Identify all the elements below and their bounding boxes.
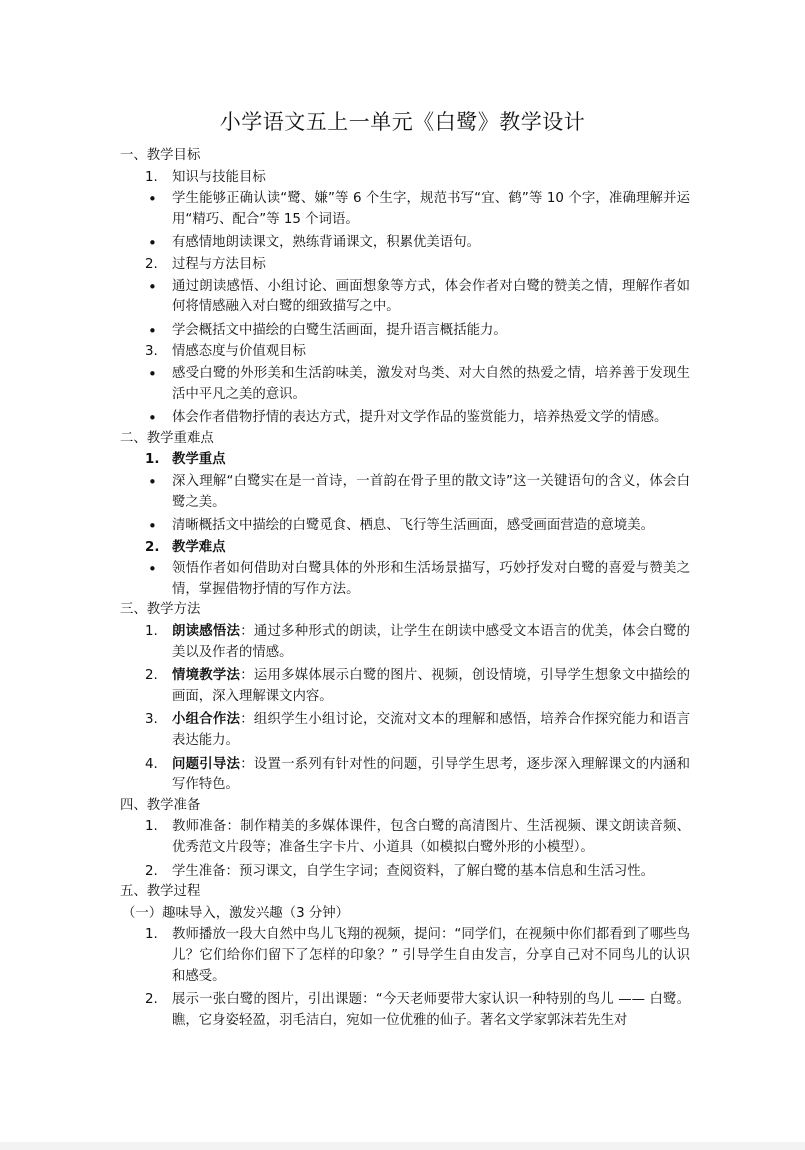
method-name: 问题引导法: [172, 756, 241, 772]
list-item-text: ：组织学生小组讨论，交流对文本的理解和感悟，培养合作探究能力和语言表达能力。: [172, 712, 691, 749]
bullet-icon: •: [148, 517, 157, 536]
list-number: 2.: [145, 668, 158, 684]
list-number: 4.: [145, 756, 158, 772]
numbered-item: [120, 342, 690, 363]
bullet-item: [120, 321, 690, 342]
list-item-text: 体会作者借物抒情的表达方式，提升对文学作品的鉴赏能力，培养热爱文学的情感。: [172, 410, 668, 426]
numbered-item: [120, 168, 690, 189]
section-heading-objectives: 一、教学目标: [120, 148, 201, 163]
numbered-item: [120, 255, 690, 276]
bullet-icon: •: [148, 364, 157, 383]
list-item-text: 教师准备：制作精美的多媒体课件，包含白鹭的高清图片、生活视频、课文朗读音频、优秀范文片段等；准备生字卡片、小道具（如模拟白鹭外形的小模型）。: [172, 819, 690, 855]
document-title: 小学语文五上一单元《白鹭》教学设计: [219, 110, 586, 134]
list-number: 2.: [145, 992, 158, 1008]
bullet-item: [120, 189, 690, 230]
bullet-item: [120, 559, 690, 600]
numbered-item: [120, 666, 690, 707]
bullet-item: [120, 472, 690, 513]
bullet-icon: •: [148, 190, 157, 209]
list-number: 1.: [145, 624, 158, 640]
list-item-text: ：设置一系列有针对性的问题，引导学生思考，逐步深入理解课文的内涵和写作特色。: [172, 756, 691, 793]
section-heading-key-points: 二、教学重难点: [120, 430, 214, 446]
list-number: 2.: [145, 863, 158, 879]
list-item-text: 教学重点: [172, 452, 226, 468]
bullet-icon: •: [148, 234, 157, 253]
list-item-text: ：通过多种形式的朗读，让学生在朗读中感受文本语言的优美，体会白鹭的美以及作者的情感。: [172, 624, 691, 660]
bullet-item: [120, 516, 690, 537]
list-item-text: 学生准备：预习课文，自学生字词；查阅资料，了解白鹭的基本信息和生活习性。: [172, 863, 655, 879]
bullet-icon: •: [148, 277, 157, 296]
list-item-text: 情感态度与价值观目标: [172, 344, 306, 360]
bullet-item: [120, 233, 690, 254]
bullet-item: [120, 408, 690, 429]
method-name: 朗读感悟法: [172, 624, 241, 640]
numbered-item: [120, 862, 690, 883]
list-number: 1.: [145, 452, 160, 468]
list-number: 2.: [145, 539, 160, 555]
list-item-text: 学生能够正确认读“鹭、嫌”等 6 个生字，规范书写“宜、鹤”等 10 个字，准确理解并运用“精巧、配合”等 15 个词语。: [172, 191, 690, 227]
numbered-item: [120, 450, 690, 471]
section-heading-methods: 三、教学方法: [120, 602, 201, 618]
list-item-text: 感受白鹭的外形美和生活韵味美，激发对鸟类、对大自然的热爱之情，培养善于发现生活中平凡之美的意识。: [172, 365, 690, 402]
list-item-text: 过程与方法目标: [172, 256, 266, 272]
list-number: 3.: [145, 712, 158, 728]
list-item-text: 领悟作者如何借助对白鹭具体的外形和生活场景描写，巧妙抒发对白鹭的喜爱与赞美之情，掌握借物抒情的写作方法。: [172, 561, 690, 597]
list-item-text: 知识与技能目标: [172, 169, 266, 185]
list-number: 1.: [145, 169, 158, 185]
section-heading-preparation: 四、教学准备: [120, 797, 201, 813]
list-item-text: 通过朗读感悟、小组讨论、画面想象等方式，体会作者对白鹭的赞美之情，理解作者如何将情感融入对白鹭的细致描写之中。: [172, 278, 690, 315]
bullet-icon: •: [148, 560, 157, 579]
numbered-item: [120, 755, 690, 796]
list-number: 1.: [145, 927, 158, 943]
list-item-text: 清晰概括文中描绘的白鹭觅食、栖息、飞行等生活画面，感受画面营造的意境美。: [172, 518, 655, 534]
numbered-item: [120, 990, 690, 1031]
document-body: [120, 146, 690, 1031]
bullet-icon: •: [148, 472, 157, 491]
bullet-item: [120, 364, 690, 405]
subsection-heading: （一）趣味导入，激发兴趣（3 分钟）: [122, 905, 350, 921]
list-item-text: 展示一张白鹭的图片，引出课题：“今天老师要带大家认识一种特别的鸟儿 —— 白鹭。瞧，它身姿轻盈，羽毛洁白，宛如一位优雅的仙子。著名文学家郭沫若先生对: [172, 992, 690, 1028]
list-item-text: 深入理解“白鹭实在是一首诗，一首韵在骨子里的散文诗”这一关键语句的含义，体会白鹭之美。: [172, 473, 690, 510]
bullet-item: [120, 277, 690, 318]
method-name: 情境教学法: [172, 668, 241, 684]
numbered-item: [120, 538, 690, 559]
numbered-item: [120, 710, 690, 751]
section-heading-process: 五、教学过程: [120, 884, 201, 900]
list-item-text: 有感情地朗读课文，熟练背诵课文，积累优美语句。: [172, 235, 480, 251]
list-number: 2.: [145, 256, 158, 272]
list-item-text: 学会概括文中描绘的白鹭生活画面，提升语言概括能力。: [172, 322, 507, 338]
numbered-item: [120, 622, 690, 663]
list-item-text: 教师播放一段大自然中鸟儿飞翔的视频，提问：“同学们，在视频中你们都看到了哪些鸟儿？它们给你们留下了怎样的印象？” 引导学生自由发言，分享自己对不同鸟儿的认识和感受。: [172, 927, 690, 984]
list-number: 3.: [145, 344, 158, 360]
bullet-icon: •: [148, 321, 157, 340]
bullet-icon: •: [148, 409, 157, 428]
method-name: 小组合作法: [172, 712, 241, 728]
numbered-item: [120, 925, 690, 987]
numbered-item: [120, 817, 690, 858]
list-item-text: ：运用多媒体展示白鹭的图片、视频，创设情境，引导学生想象文中描绘的画面，深入理解课文内容。: [172, 668, 691, 704]
list-number: 1.: [145, 819, 158, 835]
list-item-text: 教学难点: [172, 539, 226, 555]
